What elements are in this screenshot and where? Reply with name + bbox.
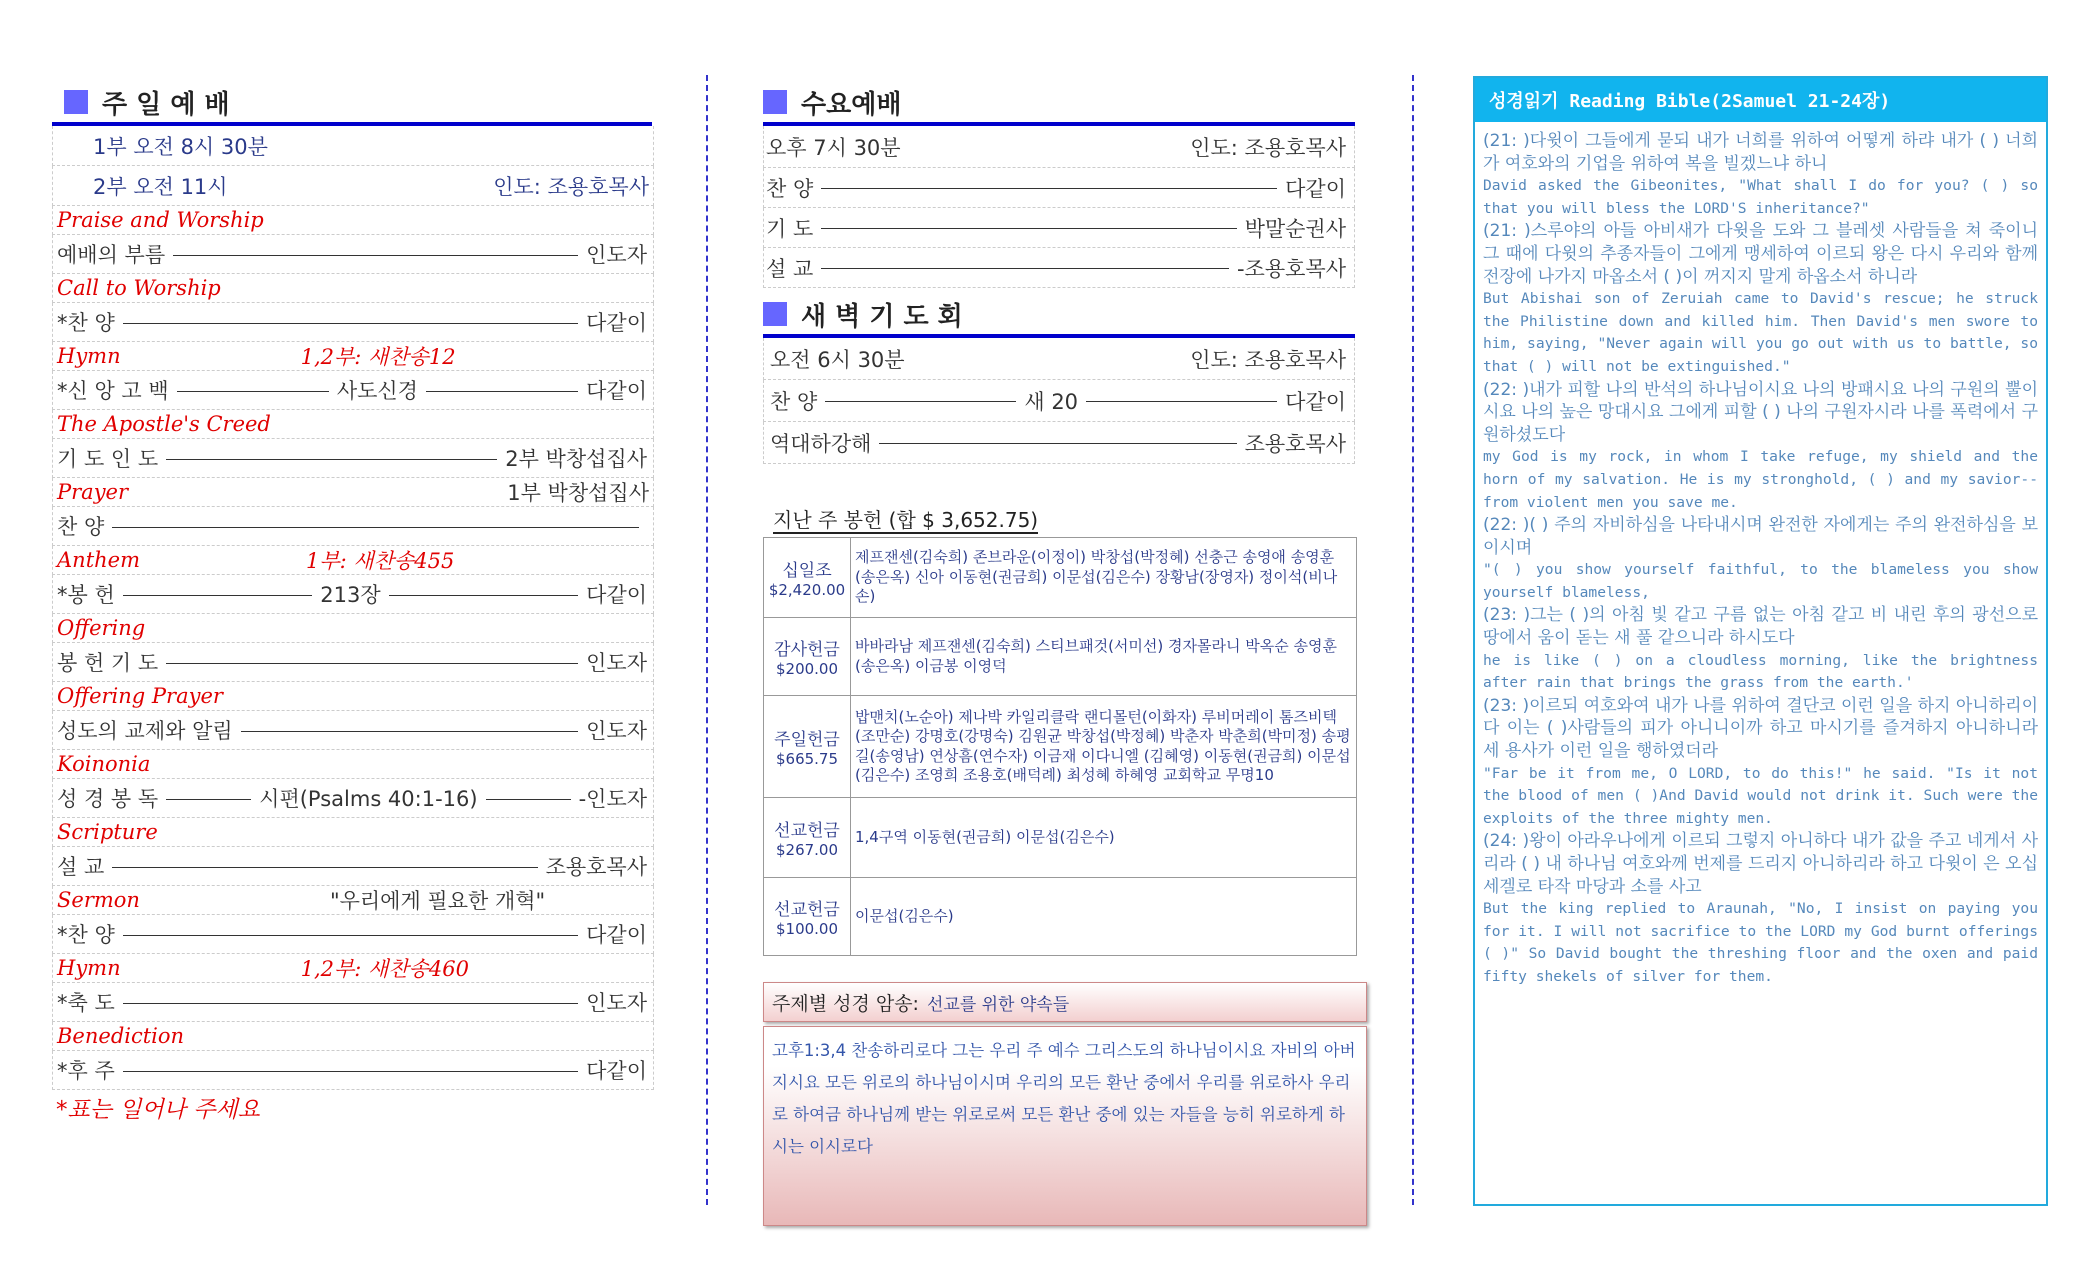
item-right: 다같이 xyxy=(1285,176,1346,201)
offering-names xyxy=(851,618,1357,696)
memory-verse-text: 고후1:3,4 찬송하리로다 그는 우리 주 예수 그리스도의 하나님이시요 자비의 아버지시요 모든 위로의 하나님이시며 우리의 모든 환난 중에서 우리를 위로하사 우리로 하여금 하나님께 받는 위로로써 모든 환난 중에 있는 자들을 능히 위로하게 하시는 이시로다 xyxy=(772,1041,1356,1156)
item-label: *봉 헌 xyxy=(57,583,115,607)
offering-row xyxy=(764,538,1357,618)
order-item xyxy=(52,915,654,954)
square-icon xyxy=(64,90,88,114)
leader-line xyxy=(821,228,1236,229)
square-icon xyxy=(763,302,787,326)
english-label-row xyxy=(52,614,654,643)
donor-names: 1,4구역 이동현(권금희) 이문섭(김은수) xyxy=(855,827,1115,846)
item-middle: 사도신경 xyxy=(336,379,418,403)
donor-names: 밥맨치(노순아) 제나박 카일리클락 랜디몰턴(이화자) 루비머레이 톰즈비텍(조만순) 강명호(강명숙) 김원균 박창섭(박정혜) 박춘자 박춘희(박미정) 송평길(송영남) 연상흠(연수자) 이금재 이다니엘 (김혜영) 이동현(권금희) 이문섭(김은수) 조영희 조용호(배덕례) 최성혜 하혜영 교회학교 무명10 xyxy=(855,707,1351,784)
column-divider xyxy=(706,75,708,1205)
english-label: Anthem xyxy=(57,548,140,572)
item-right: -조용호목사 xyxy=(1236,256,1346,281)
english-verse: "( ) you show yourself faithful, to the blameless you show yourself blameless, xyxy=(1483,561,2038,601)
english-label: Prayer xyxy=(57,480,129,504)
offering-amount: $2,420.00 xyxy=(768,581,846,599)
item-right: 조용호목사 xyxy=(545,855,647,879)
leader-line xyxy=(821,188,1277,189)
item-right: 다같이 xyxy=(1285,389,1347,414)
item-right: 2부 박창섭집사 xyxy=(505,447,647,471)
offering-amount: $200.00 xyxy=(775,660,839,678)
item-right: 1부 박창섭집사 xyxy=(507,481,649,505)
order-item xyxy=(52,439,654,478)
offering-label: 십일조 xyxy=(782,561,832,581)
dawn-order xyxy=(763,380,1358,464)
order-item xyxy=(52,983,654,1022)
item-label: 찬 양 xyxy=(770,389,818,414)
memory-verse-box xyxy=(763,982,1367,1226)
donor-names: 이문섭(김은수) xyxy=(855,906,954,925)
english-verse: "Far be it from me, O LORD, to do this!" he said. "Is it not the blood of men ( )And David would not drink it. Such were the exploits of the three mighty men. xyxy=(1483,764,2038,827)
english-label: The Apostle's Creed xyxy=(57,412,271,436)
english-label: Offering Prayer xyxy=(57,684,223,708)
dawn-item xyxy=(763,380,1355,422)
leader-line xyxy=(166,799,251,800)
leader-line xyxy=(177,391,329,392)
offering-title xyxy=(763,504,1358,533)
wednesday-heading xyxy=(763,82,1355,126)
korean-verse: (23: )이르되 여호와여 내가 나를 위하여 결단코 이런 일을 하지 아니하리이다 이는 ( )사람들의 피가 아니니이까 하고 마시기를 즐겨하지 아니하니라 세 용사가 이런 일을 행하였더라 xyxy=(1483,695,2038,762)
item-right: 다같이 xyxy=(586,311,647,335)
english-label-row xyxy=(52,342,654,371)
item-middle: 새 20 xyxy=(1024,389,1079,414)
item-right: 박말순권사 xyxy=(1244,216,1346,241)
memory-verse-topic: 선교를 위한 약속들 xyxy=(926,994,1070,1015)
item-right: -인도자 xyxy=(578,787,648,811)
item-label: 봉 헌 기 도 xyxy=(57,651,159,675)
leader-line xyxy=(879,443,1236,444)
reading-bible-title: 성경읽기 Reading Bible(2Samuel 21-24장) xyxy=(1489,91,1891,112)
dawn-title: 새 벽 기 도 회 xyxy=(801,301,963,332)
leader-line xyxy=(112,527,639,528)
service-time-row xyxy=(52,166,654,206)
order-item xyxy=(52,847,654,886)
item-label: *찬 양 xyxy=(57,311,115,335)
item-label: 기 도 xyxy=(766,216,814,241)
english-label-row xyxy=(52,206,654,235)
offering-amount: $665.75 xyxy=(775,750,839,768)
sunday-service xyxy=(52,0,652,1130)
wednesday-time: 오후 7시 30분 xyxy=(766,135,901,160)
offering-total: 지난 주 봉헌 (합 $ 3,652.75) xyxy=(773,508,1039,532)
column-divider xyxy=(1412,75,1414,1205)
hymn-note: 1,2부: 새찬송12 xyxy=(300,345,456,369)
square-icon xyxy=(763,90,787,114)
korean-verse: (23: )그는 ( )의 아침 빛 같고 구름 없는 아침 같고 비 내린 후의 광선으로 땅에서 움이 돋는 새 풀 같으니라 하시도다 xyxy=(1483,605,2038,649)
order-item xyxy=(52,575,654,614)
order-item xyxy=(52,711,654,750)
service-time: 2부 오전 11시 xyxy=(93,174,228,199)
offering-amount: $267.00 xyxy=(775,841,839,859)
wednesday-item xyxy=(763,168,1355,208)
offering-table xyxy=(763,537,1357,956)
english-label-row xyxy=(52,682,654,711)
offering-label: 선교헌금 xyxy=(774,821,840,841)
sunday-times xyxy=(52,126,652,206)
hymn-note: 1부: 새찬송455 xyxy=(306,549,455,573)
sunday-heading xyxy=(52,82,652,126)
offering-label: 감사헌금 xyxy=(774,640,840,660)
item-middle: 시편(Psalms 40:1-16) xyxy=(259,787,478,811)
dawn-time-row xyxy=(763,338,1355,380)
item-label: *찬 양 xyxy=(57,923,115,947)
wednesday-time-row xyxy=(763,126,1355,168)
offering-label: 주일헌금 xyxy=(774,730,840,750)
item-right: 조용호목사 xyxy=(1244,431,1346,456)
item-label: 성도의 교제와 알림 xyxy=(57,719,233,743)
offering-row xyxy=(764,618,1357,696)
english-label-row xyxy=(52,274,654,303)
leader-line xyxy=(1086,401,1277,402)
leader-line xyxy=(166,459,497,460)
footnote: *표는 일어나 주세요 xyxy=(56,1097,260,1123)
offering-names xyxy=(851,696,1357,798)
reading-bible-header xyxy=(1475,78,2046,122)
item-right: 인도자 xyxy=(586,991,647,1015)
item-right: 인도자 xyxy=(586,651,647,675)
item-label: 기 도 인 도 xyxy=(57,447,159,471)
order-item xyxy=(52,507,654,546)
sunday-order xyxy=(52,206,652,1090)
reading-bible-box xyxy=(1473,76,2048,1206)
english-label-row xyxy=(52,750,654,779)
sunday-title: 주 일 예 배 xyxy=(102,89,230,120)
item-label: 역대하강해 xyxy=(770,431,872,456)
korean-verse: (22: )내가 피할 나의 반석의 하나님이시요 나의 방패시요 나의 구원의 뿔이시요 나의 높은 망대시요 그에게 피할 ( ) 나의 구원자시라 나를 폭력에서 구원하셨도다 xyxy=(1483,379,2038,445)
service-leader: 인도: 조용호목사 xyxy=(493,174,649,199)
service-time: 1부 오전 8시 30분 xyxy=(93,134,268,159)
offering-category xyxy=(764,696,851,798)
leader-line xyxy=(123,935,578,936)
offering-names xyxy=(851,798,1357,878)
item-middle: 213장 xyxy=(320,583,381,607)
offering-row xyxy=(764,798,1357,878)
item-label: 성 경 봉 독 xyxy=(57,787,159,811)
wednesday-item xyxy=(763,248,1355,288)
leader-line xyxy=(486,799,571,800)
leader-line xyxy=(123,1003,578,1004)
leader-line xyxy=(123,323,578,324)
memory-verse-body xyxy=(763,1026,1367,1226)
item-label: *축 도 xyxy=(57,991,115,1015)
order-item xyxy=(52,779,654,818)
english-label: Hymn xyxy=(57,344,121,368)
dawn-item xyxy=(763,422,1355,464)
offering-category xyxy=(764,878,851,956)
english-verse: But Abishai son of Zeruiah came to David's rescue; he struck the Philistine down and killed him. Then David's men swore to him, saying, "Never again will you go out with us to battle, so that ( ) will not be extinguished." xyxy=(1483,290,2038,375)
order-item xyxy=(52,235,654,274)
leader-line xyxy=(389,595,579,596)
order-item xyxy=(52,303,654,342)
hymn-note: 1,2부: 새찬송460 xyxy=(300,957,469,981)
korean-verse: (24: )왕이 아라우나에게 이르되 그렇지 아니하다 내가 값을 주고 네게서 사리라 ( ) 내 하나님 여호와께 번제를 드리지 아니하리라 하고 다윗이 은 오십 세겔로 타작 마당과 소를 사고 xyxy=(1483,831,2038,897)
english-verse: my God is my rock, in whom I take refuge, my shield and the horn of my salvation. He is my stronghold, ( ) and my savior--from violent men you save me. xyxy=(1483,448,2038,511)
item-label: *후 주 xyxy=(57,1059,115,1083)
english-label: Sermon xyxy=(57,888,140,912)
leader-line xyxy=(821,268,1229,269)
korean-verse: (22: )( ) 주의 자비하심을 나타내시며 완전한 자에게는 주의 완전하심을 보이시며 xyxy=(1483,515,2038,558)
english-label-row xyxy=(52,886,654,915)
donor-names: 제프잰센(김숙희) 존브라운(이정이) 박창섭(박정혜) 선충근 송영애 송영훈(송은옥) 신아 이동현(권금희) 이문섭(김은수) 장황남(장영자) 정이석(비나손) xyxy=(855,548,1338,606)
item-label: 찬 양 xyxy=(766,176,814,201)
item-label: 설 교 xyxy=(57,855,105,879)
service-time-row xyxy=(52,126,654,166)
item-right: 다같이 xyxy=(586,583,648,607)
leader-line xyxy=(426,391,578,392)
english-verse: But the king replied to Araunah, "No, I insist on paying you for it. I will not sacrifice to the LORD my God burnt offerings ( )" So David bought the threshing floor and the oxen and paid fifty shekels of silver for them. xyxy=(1483,900,2038,985)
weekday-services xyxy=(763,0,1358,1226)
item-right: 인도자 xyxy=(586,243,647,267)
leader-line xyxy=(173,255,578,256)
offering-row xyxy=(764,878,1357,956)
reading-bible-body xyxy=(1475,122,2046,989)
offering-category xyxy=(764,798,851,878)
english-label: Hymn xyxy=(57,956,121,980)
english-label-row xyxy=(52,1022,654,1051)
english-label: Benediction xyxy=(57,1024,185,1048)
english-label: Offering xyxy=(57,616,146,640)
offering-names xyxy=(851,878,1357,956)
leader-line xyxy=(825,401,1016,402)
dawn-time: 오전 6시 30분 xyxy=(770,347,905,372)
item-right: 인도자 xyxy=(586,719,647,743)
item-label: 예배의 부름 xyxy=(57,243,166,267)
dawn-leader: 인도: 조용호목사 xyxy=(1190,347,1346,372)
leader-line xyxy=(123,595,313,596)
item-right: 다같이 xyxy=(586,923,647,947)
leader-line xyxy=(166,663,578,664)
wednesday-title: 수요예배 xyxy=(801,89,902,120)
wednesday-leader: 인도: 조용호목사 xyxy=(1190,135,1346,160)
korean-verse: (21: )스루야의 아들 아비새가 다윗을 도와 그 블레셋 사람들을 쳐 죽이니 그 때에 다윗의 추종자들이 그에게 맹세하여 이르되 왕은 다시 우리와 함께 전장에 나가지 마옵소서 ( )이 꺼지지 말게 하옵소서 하니라 xyxy=(1483,221,2038,287)
dawn-heading xyxy=(763,294,1355,338)
sermon-title: "우리에게 필요한 개혁" xyxy=(329,889,546,913)
offering-amount: $100.00 xyxy=(775,920,839,938)
offering-label: 선교헌금 xyxy=(774,900,840,920)
item-right: 다같이 xyxy=(586,1059,647,1083)
offering-row xyxy=(764,696,1357,798)
item-label: *신 앙 고 백 xyxy=(57,379,169,403)
english-label: Call to Worship xyxy=(57,276,221,300)
order-item xyxy=(52,371,654,410)
english-label-row xyxy=(52,410,654,439)
item-label: 찬 양 xyxy=(57,515,105,539)
item-label: 설 교 xyxy=(766,256,814,281)
offering-category xyxy=(764,538,851,618)
order-item xyxy=(52,1051,654,1090)
offering-names xyxy=(851,538,1357,618)
memory-verse-header xyxy=(763,982,1367,1022)
english-verse: he is like ( ) on a cloudless morning, like the brightness after rain that brings the grass from the earth.' xyxy=(1483,651,2038,692)
memory-verse-label: 주제별 성경 암송: xyxy=(772,992,919,1015)
english-label: Koinonia xyxy=(57,752,151,776)
wednesday-order xyxy=(763,168,1358,288)
english-label-row xyxy=(52,818,654,847)
leader-line xyxy=(112,867,537,868)
english-label-row xyxy=(52,546,654,575)
english-label: Praise and Worship xyxy=(57,208,264,232)
leader-line xyxy=(241,731,579,732)
english-label-row xyxy=(52,954,654,983)
donor-names: 바바라남 제프잰센(김숙희) 스티브패것(서미선) 경자몰라니 박옥순 송영훈(송은옥) 이금봉 이영덕 xyxy=(855,637,1337,675)
english-label: Scripture xyxy=(57,820,158,844)
item-right: 다같이 xyxy=(586,379,647,403)
order-item xyxy=(52,643,654,682)
offering-category xyxy=(764,618,851,696)
wednesday-item xyxy=(763,208,1355,248)
leader-line xyxy=(123,1071,578,1072)
korean-verse: (21: )다윗이 그들에게 묻되 내가 너희를 위하여 어떻게 하랴 내가 ( ) 너희가 여호와의 기업을 위하여 복을 빌겠느냐 하니 xyxy=(1483,131,2038,174)
english-label-row xyxy=(52,478,654,507)
english-verse: David asked the Gibeonites, "What shall I do for you? ( ) so that you will bless the LORD'S inheritance?" xyxy=(1483,177,2038,217)
